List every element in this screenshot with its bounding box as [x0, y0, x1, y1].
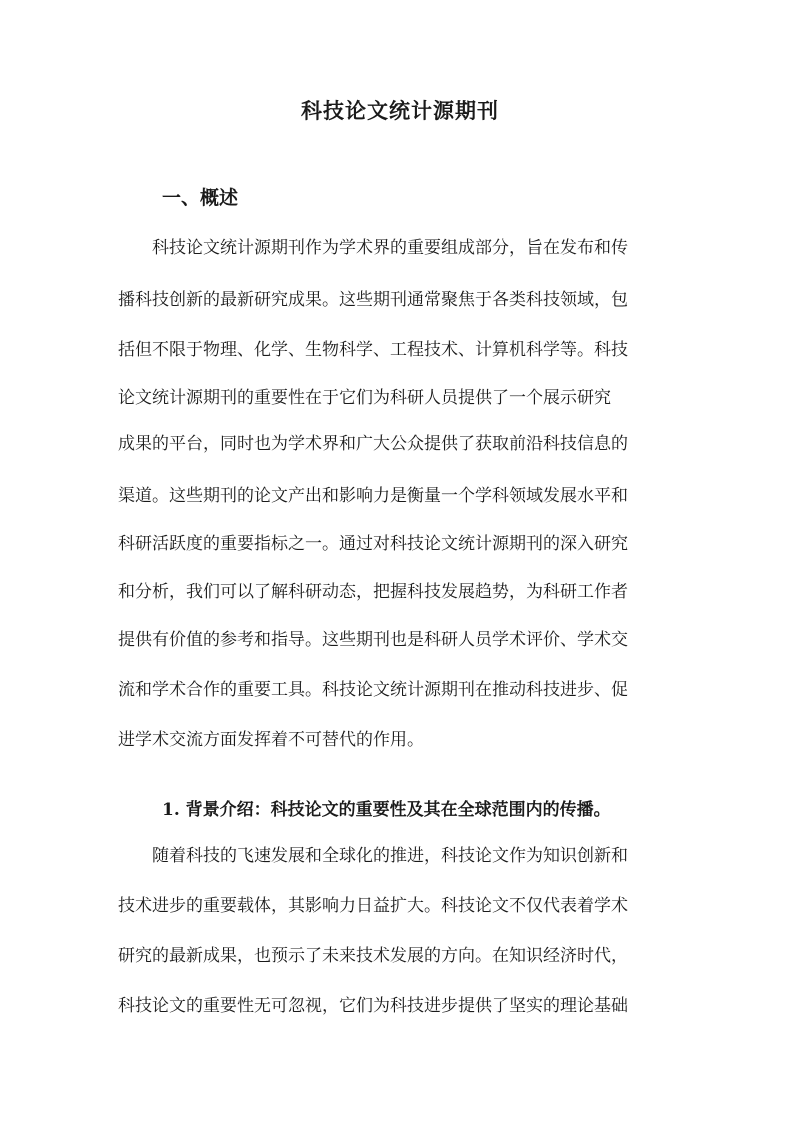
- paragraph-line: 随着科技的飞速发展和全球化的推进，科技论文作为知识创新和: [152, 846, 628, 866]
- paragraph-line: 研究的最新成果，也预示了未来技术发展的方向。在知识经济时代，: [118, 946, 628, 966]
- paragraph-line: 流和学术合作的重要工具。科技论文统计源期刊在推动科技进步、促: [118, 680, 628, 700]
- paragraph-line: 科技论文统计源期刊作为学术界的重要组成部分，旨在发布和传: [152, 238, 628, 258]
- paragraph-line: 科技论文的重要性无可忽视，它们为科技进步提供了坚实的理论基础: [118, 996, 628, 1016]
- paragraph-line: 播科技创新的最新研究成果。这些期刊通常聚焦于各类科技领域，包: [118, 290, 628, 310]
- paragraph-line: 和分析，我们可以了解科研动态，把握科技发展趋势，为科研工作者: [118, 582, 628, 602]
- paragraph-line: 论文统计源期刊的重要性在于它们为科研人员提供了一个展示研究: [118, 388, 611, 408]
- paragraph-line: 进学术交流方面发挥着不可替代的作用。: [118, 730, 424, 750]
- paragraph-line: 提供有价值的参考和指导。这些期刊也是科研人员学术评价、学术交: [118, 630, 628, 650]
- paragraph-line: 渠道。这些期刊的论文产出和影响力是衡量一个学科领域发展水平和: [118, 486, 628, 506]
- paragraph-line: 括但不限于物理、化学、生物科学、工程技术、计算机科学等。科技: [118, 340, 628, 360]
- document-title: 科技论文统计源期刊: [301, 98, 499, 123]
- section-heading-overview: 一、概述: [162, 187, 239, 209]
- section-heading-background: 1. 背景介绍：科技论文的重要性及其在全球范围内的传播。: [162, 800, 611, 820]
- paragraph-line: 成果的平台，同时也为学术界和广大公众提供了获取前沿科技信息的: [118, 434, 628, 454]
- paragraph-line: 技术进步的重要载体，其影响力日益扩大。科技论文不仅代表着学术: [118, 896, 628, 916]
- paragraph-line: 科研活跃度的重要指标之一。通过对科技论文统计源期刊的深入研究: [118, 534, 628, 554]
